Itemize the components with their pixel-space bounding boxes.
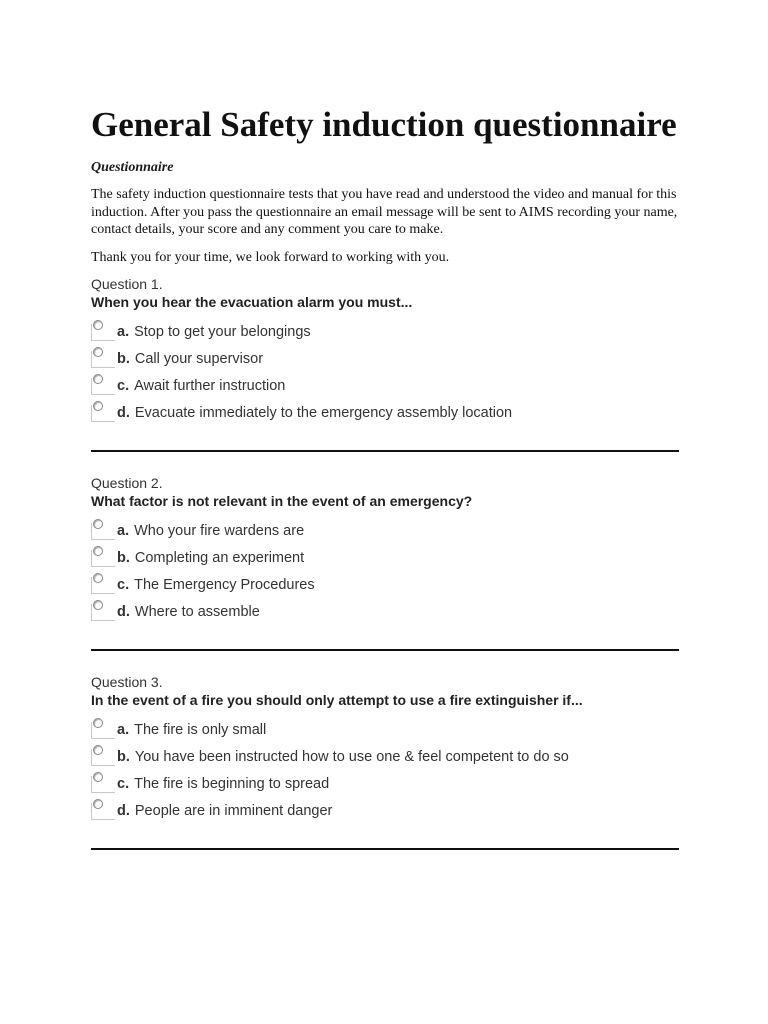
section-divider [91,450,679,452]
option-letter: d. [117,803,130,819]
option-label: The Emergency Procedures [134,577,315,593]
option-label: The fire is beginning to spread [134,776,330,792]
radio-button[interactable] [91,546,117,566]
radio-circle-icon[interactable] [93,374,103,384]
intro-paragraph: The safety induction questionnaire tests that you have read and understood the video and manual for this induction. After you pass the questionnaire an email message will be sent to AIMS recording your name, contact details, your score and any comment you care to make. [91,187,678,237]
radio-button[interactable] [91,799,117,819]
radio-button[interactable] [91,745,117,765]
radio-button[interactable] [91,401,117,421]
radio-circle-icon[interactable] [93,347,103,357]
radio-button[interactable] [91,718,117,738]
option-item[interactable] [91,745,679,772]
radio-circle-icon[interactable] [93,320,103,330]
option-item[interactable] [91,347,679,374]
radio-button[interactable] [91,347,117,367]
radio-circle-icon[interactable] [93,772,103,782]
document-page [91,104,679,850]
option-label: Who your fire wardens are [134,523,305,539]
question-3 [91,674,679,826]
option-item[interactable] [91,573,679,600]
question-text: What factor is not relevant in the event of an emergency? [91,493,473,509]
radio-button[interactable] [91,374,117,394]
option-item[interactable] [91,546,679,573]
section-divider [91,848,679,850]
option-item[interactable] [91,519,679,546]
question-number: Question 3. [91,674,163,690]
option-letter: a. [117,523,130,539]
option-item[interactable] [91,772,679,799]
option-letter: b. [117,749,130,765]
radio-circle-icon[interactable] [93,799,103,809]
option-label: The fire is only small [134,722,267,738]
thanks-paragraph: Thank you for your time, we look forward to working with you. [91,249,450,265]
option-item[interactable] [91,320,679,347]
option-label: Stop to get your belongings [134,324,311,340]
option-letter: d. [117,604,130,620]
radio-button[interactable] [91,600,117,620]
option-label: Completing an experiment [134,550,305,566]
question-number: Question 2. [91,475,163,491]
page-title: General Safety induction questionnaire [91,105,677,144]
question-2 [91,475,679,627]
question-text: In the event of a fire you should only attempt to use a fire extinguisher if... [91,692,583,708]
option-label: Evacuate immediately to the emergency assembly location [134,405,513,421]
section-divider [91,649,679,651]
option-item[interactable] [91,600,679,627]
radio-button[interactable] [91,772,117,792]
option-letter: a. [117,324,130,340]
option-item[interactable] [91,799,679,826]
radio-circle-icon[interactable] [93,718,103,728]
page-subtitle: Questionnaire [91,160,174,175]
radio-button[interactable] [91,573,117,593]
option-item[interactable] [91,401,679,428]
option-letter: a. [117,722,130,738]
radio-button[interactable] [91,519,117,539]
option-list [91,718,679,826]
option-letter: b. [117,351,130,367]
option-letter: b. [117,550,130,566]
option-item[interactable] [91,718,679,745]
option-letter: c. [117,378,130,394]
radio-circle-icon[interactable] [93,401,103,411]
question-text: When you hear the evacuation alarm you must... [91,294,413,310]
radio-circle-icon[interactable] [93,519,103,529]
question-number: Question 1. [91,276,163,292]
radio-circle-icon[interactable] [93,573,103,583]
option-list [91,320,679,428]
option-label: You have been instructed how to use one & feel competent to do so [134,749,569,765]
radio-circle-icon[interactable] [93,546,103,556]
option-letter: c. [117,776,130,792]
radio-circle-icon[interactable] [93,745,103,755]
option-label: People are in imminent danger [134,803,333,819]
option-label: Where to assemble [134,604,260,620]
option-label: Call your supervisor [134,351,264,367]
radio-circle-icon[interactable] [93,600,103,610]
question-1 [91,276,679,428]
radio-button[interactable] [91,320,117,340]
option-item[interactable] [91,374,679,401]
option-letter: d. [117,405,130,421]
option-letter: c. [117,577,130,593]
option-label: Await further instruction [134,378,286,394]
option-list [91,519,679,627]
